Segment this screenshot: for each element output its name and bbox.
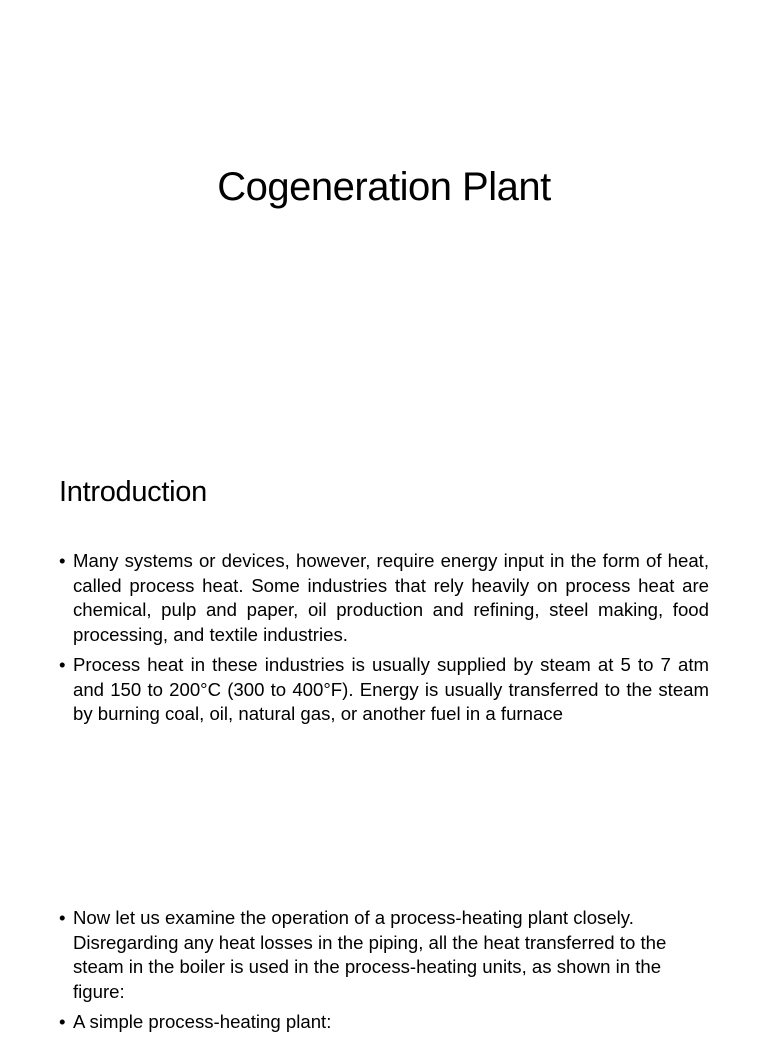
- bullet-text: Process heat in these industries is usually supplied by steam at 5 to 7 atm and 150 to 200°C (300 to 400°F). Energy is usually transferred to the steam by burning coal, oil, natural gas, or another fuel in a furnace: [73, 654, 709, 724]
- bullet-icon: •: [59, 654, 66, 675]
- slide-title: Cogeneration Plant: [217, 165, 551, 209]
- section-heading-introduction: Introduction: [59, 476, 207, 508]
- introduction-bullet-list: [59, 549, 709, 733]
- operation-bullet-list: [59, 906, 709, 1041]
- bullet-text: A simple process-heating plant:: [73, 1011, 332, 1032]
- list-item: [59, 549, 709, 647]
- list-item: [59, 1010, 709, 1035]
- bullet-icon: •: [59, 550, 66, 571]
- list-item: [59, 653, 709, 727]
- bullet-icon: •: [59, 1011, 66, 1032]
- bullet-text: Now let us examine the operation of a process-heating plant closely. Disregarding any heat losses in the piping, all the heat transferred to the steam in the boiler is used in the process-heating units, as shown in the figure:: [73, 907, 667, 1002]
- bullet-text: Many systems or devices, however, require energy input in the form of heat, called process heat. Some industries that rely heavily on process heat are chemical, pulp and paper, oil production and refining, steel making, food processing, and textile industries.: [73, 550, 709, 645]
- list-item: [59, 906, 709, 1004]
- bullet-icon: •: [59, 907, 66, 928]
